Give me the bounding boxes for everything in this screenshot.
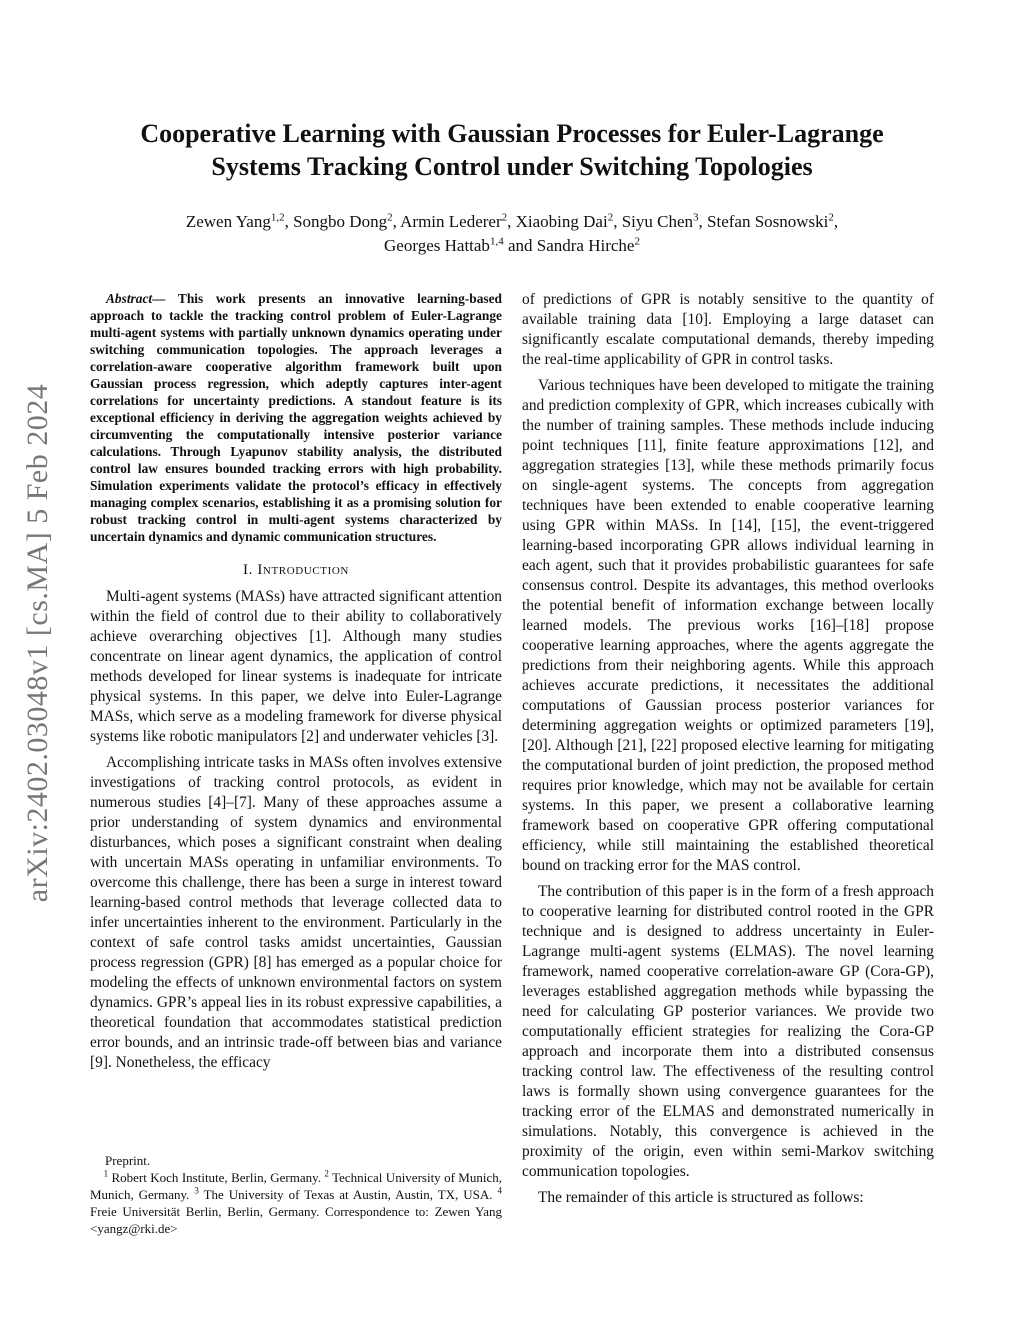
section-number: I. bbox=[243, 562, 258, 578]
title-line-2: Systems Tracking Control under Switching Topologies bbox=[211, 152, 813, 181]
arxiv-stamp-text: arXiv:2402.03048v1 [cs.MA] 5 Feb 2024 bbox=[21, 383, 55, 902]
intro-paragraph-1: Multi-agent systems (MASs) have attracted significant attention within the field of control due to their ability to collaboratively achieve overarching objectives [1]. Although many studies concentrate on linear agent dynamics, the application of control methods developed for linear systems is inadequate for intricate physical systems. In this paper, we delve into Euler-Lagrange MASs, which serve as a modeling framework for diverse physical systems like robotic manipulators [2] and underwater vehicles [3]. bbox=[90, 588, 502, 745]
section-heading-introduction bbox=[90, 560, 502, 580]
author-name: Georges Hattab bbox=[384, 236, 490, 255]
footnotes bbox=[90, 1152, 502, 1237]
section-title: Introduction bbox=[257, 562, 349, 578]
author-line-1: Zewen Yang$^{1,2}$, Songbo Dong$^2$, Armin Lederer$^2$, Xiaobing Dai$^2$, Siyu Chen$^3$, Stefan Sosnowski$^2$, bbox=[185, 211, 839, 231]
footnote-mark: 3 bbox=[194, 1185, 199, 1196]
author-affiliation: 1,2 bbox=[270, 211, 285, 224]
abstract bbox=[90, 290, 502, 545]
author-name: Xiaobing Dai bbox=[515, 212, 608, 231]
author-name: Stefan Sosnowski bbox=[707, 212, 829, 231]
footnote-mark: 1 bbox=[103, 1168, 109, 1179]
footnote-text: Freie Universität Berlin, Berlin, Germany. Correspondence to: Zewen Yang <yangz@rki.de> bbox=[90, 1204, 502, 1236]
author-affiliation: 1,4 bbox=[489, 235, 504, 248]
arxiv-identifier-stamp bbox=[14, 345, 62, 940]
footnote-text: The University of Texas at Austin, Austin, TX, USA. bbox=[198, 1187, 498, 1202]
author-affiliation: 2 bbox=[828, 211, 834, 224]
author-affiliation: 2 bbox=[607, 211, 614, 224]
footnote-text: Technical University of Munich, Munich, Germany. bbox=[90, 1170, 502, 1202]
author-affiliation: 2 bbox=[501, 211, 508, 224]
paper-title bbox=[100, 117, 924, 183]
footnote-mark: 2 bbox=[324, 1168, 329, 1179]
author-affiliation: 2 bbox=[634, 235, 640, 248]
author-name: Armin Lederer bbox=[400, 212, 502, 231]
intro-paragraph-continuation: of predictions of GPR is notably sensitive to the quantity of available training data [10]. Employing a large dataset can significantly escalate computational demands, thereby impeding the real-time applicability of GPR in control tasks. bbox=[522, 291, 934, 368]
footnote-text: Robert Koch Institute, Berlin, Germany. bbox=[108, 1170, 325, 1185]
author-list bbox=[100, 210, 924, 258]
author-affiliation: 2 bbox=[387, 211, 393, 224]
intro-paragraph-5: The remainder of this article is structured as follows: bbox=[538, 1189, 864, 1206]
author-name: Siyu Chen bbox=[621, 212, 694, 231]
author-line-2: Georges Hattab$^{1,4}$ and Sandra Hirche$^2$ bbox=[384, 235, 640, 255]
right-column bbox=[522, 290, 934, 1214]
intro-paragraph-4: The contribution of this paper is in the form of a fresh approach to cooperative learning for distributed control rooted in the GPR technique and is designed to address uncertainty in Euler-Lagrange multi-agent systems (ELMAS). The novel learning framework, named cooperative correlation-aware GP (Cora-GP), leverages established aggregation methods while bypassing the need for calculating GP posterior variances. We provide two computationally efficient strategies for realizing the Cora-GP approach and incorporate them into a distributed consensus tracking control law. The effectiveness of the resulting control laws is formally shown using convergence guarantees for the tracking error of the ELMAS and demonstrated numerically in simulations. Notably, this convergence is achieved in the proximity of the origin, even within semi-Markov switching communication topologies. bbox=[522, 883, 934, 1180]
author-affiliation: 3 bbox=[693, 211, 699, 224]
author-name: Zewen Yang bbox=[185, 212, 271, 231]
intro-paragraph-2: Accomplishing intricate tasks in MASs often involves extensive investigations of tracking control protocols, as evident in numerous studies [4]–[7]. Many of these approaches assume a prior understanding of system dynamics and environmental disturbances, which poses a significant constraint when dealing with uncertain MASs operating in unfamiliar environments. To overcome this challenge, there has been a surge in interest toward learning-based control methods that leverage collected data to infer uncertainties inherent to the environment. Particularly in the context of safe control tasks amidst uncertainties, Gaussian process regression (GPR) [8] has emerged as a popular choice for modeling the effects of unknown environmental factors on system dynamics. GPR’s appeal lies in its robust expressive capabilities, a theoretical foundation that accommodates statistical prediction error bounds, and an intrinsic trade-off between bias and variance [9]. Nonetheless, the efficacy bbox=[90, 754, 502, 1071]
author-name: Songbo Dong bbox=[293, 212, 388, 231]
footnote-affiliations bbox=[90, 1169, 502, 1237]
author-name: Sandra Hirche bbox=[536, 236, 635, 255]
left-column bbox=[90, 290, 502, 1079]
footnote-mark: 4 bbox=[497, 1185, 502, 1196]
title-line-1: Cooperative Learning with Gaussian Processes for Euler-Lagrange bbox=[140, 119, 884, 148]
abstract-label: Abstract— bbox=[106, 291, 166, 306]
intro-paragraph-3: Various techniques have been developed to mitigate the training and prediction complexity of GPR, which increases cubically with the number of training samples. These methods include inducing point techniques [11], finite feature approximations [12], and aggregation strategies [13], while these methods primarily focus on single-agent systems. The concepts from aggregation techniques have been extended to enable cooperative learning using GPR within MASs. In [14], [15], the event-triggered learning-based incorporating GPR allows individual learning in each agent, such that it provides probabilistic guarantees for safe consensus control. Despite its advantages, this method overlooks the potential benefit of information exchange between locally learned models. The previous works [16]–[18] propose cooperative learning approaches, where the agents aggregate the predictions from their neighboring agents. While this approach achieves accurate predictions, it necessitates the additional computations of Gaussian process posterior variances for determining aggregation weights or optimized parameters [19], [20]. Although [21], [22] proposed elective learning for mitigating the computational burden of joint prediction, the proposed method requires prior knowledge, which may not be available for certain systems. In this paper, we present a collaborative learning framework based on cooperative GPR offering computational efficiency, while still maintaining the established theoretical bound on tracking error for the MAS control. bbox=[522, 377, 934, 874]
abstract-text: This work presents an innovative learning-based approach to tackle the tracking control problem of Euler-Lagrange multi-agent systems with partially unknown dynamics operating under switching communication topologies. The approach leverages a correlation-aware cooperative algorithm framework built upon Gaussian process regression, which adeptly captures inter-agent correlations for uncertainty predictions. A standout feature is its exceptional efficiency in deriving the aggregation weights achieved by circumventing the computationally intensive posterior variance calculations. Through Lyapunov stability analysis, the distributed control law ensures bounded tracking errors with high probability. Simulation experiments validate the protocol’s efficacy in effectively managing complex scenarios, establishing it as a promising solution for robust tracking control in multi-agent systems characterized by uncertain dynamics and dynamic communication structures. bbox=[90, 291, 502, 544]
footnote-preprint: Preprint. bbox=[105, 1153, 151, 1168]
